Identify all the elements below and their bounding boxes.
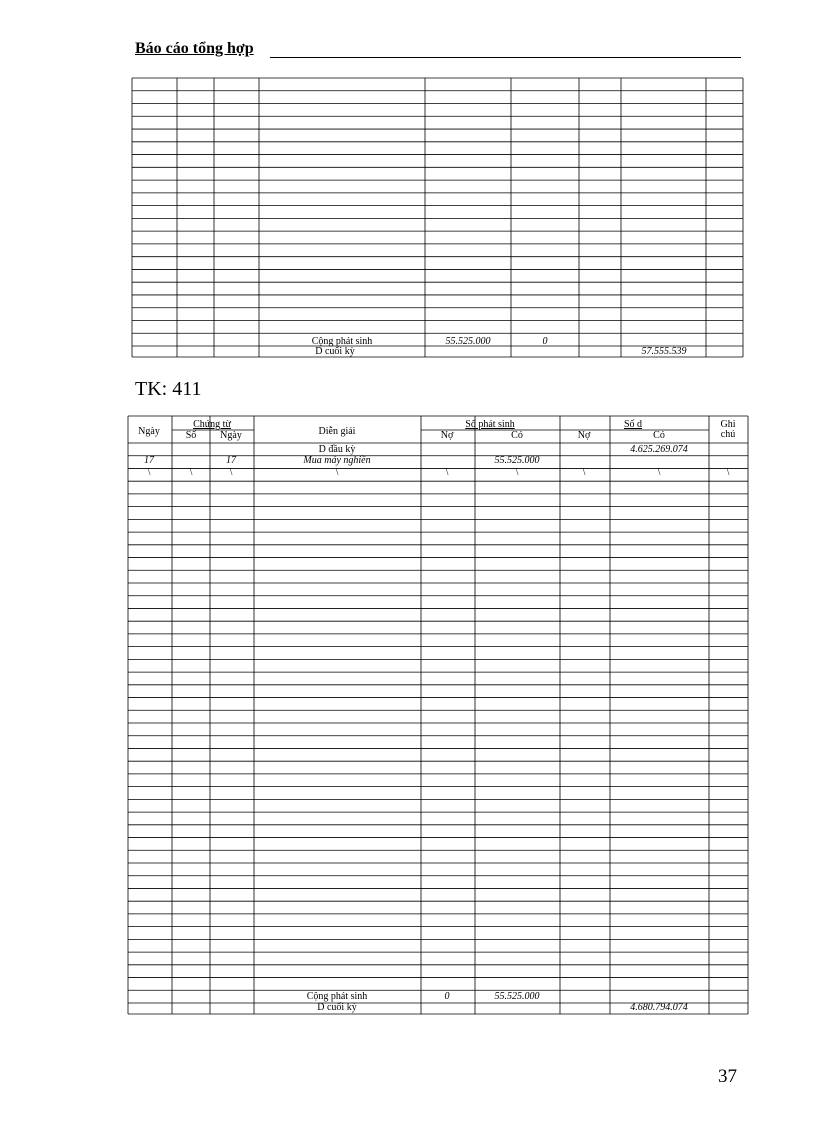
t2-mark: \ <box>515 467 519 478</box>
t2-header-ngay-ct: Ngày <box>220 430 242 441</box>
t1-total-label: Cộng phát sinh <box>311 336 373 347</box>
t2-entry-ngay-ct: 17 <box>226 455 236 466</box>
t2-header-so-du-co: Có <box>653 430 665 441</box>
t2-mark: \ <box>582 467 586 478</box>
t2-header-so-du: Số d <box>623 419 643 430</box>
t2-mark: \ <box>445 467 449 478</box>
t2-header-chu: chú <box>720 429 736 440</box>
t2-header-chung-tu: Chứng từ <box>193 419 231 430</box>
t2-header-so-du-no: Nợ <box>577 430 591 441</box>
t2-header-so: Số <box>185 430 197 441</box>
t1-end-balance: 57.555.539 <box>641 346 687 357</box>
t2-entry-ngay: 17 <box>144 455 154 466</box>
account-label: TK: 411 <box>135 378 202 400</box>
table2-grid <box>128 416 748 1014</box>
t2-entry-dien-giai: Mua máy nghiền <box>303 455 371 466</box>
report-title: Báo cáo tổng hợp <box>135 40 254 57</box>
t2-mark: \ <box>726 467 730 478</box>
t1-end-label: D cuối kỳ <box>315 346 355 357</box>
t2-end-label: D cuối kỳ <box>317 1002 357 1013</box>
t2-mark: \ <box>147 467 151 478</box>
t2-total-no: 0 <box>444 991 450 1002</box>
page-number: 37 <box>718 1066 737 1087</box>
t2-header-no: Nợ <box>440 430 454 441</box>
t2-header-ghi: Ghi <box>720 419 736 430</box>
t1-total-co: 0 <box>542 336 548 347</box>
t2-header-co: Có <box>511 430 523 441</box>
t2-mark: \ <box>189 467 193 478</box>
t2-opening-label: D đầu kỳ <box>318 444 356 455</box>
t2-mark: \ <box>657 467 661 478</box>
t1-total-no: 55.525.000 <box>445 336 491 347</box>
table1-grid <box>132 78 743 357</box>
t2-mark: \ <box>229 467 233 478</box>
t2-header-dien-giai: Diễn giải <box>318 426 356 437</box>
t2-entry-co: 55.525.000 <box>494 455 540 466</box>
t2-opening-balance: 4.625.269.074 <box>630 444 688 455</box>
t2-total-label: Cộng phát sinh <box>306 991 368 1002</box>
t2-header-so-phat-sinh: Số phát sinh <box>465 419 515 430</box>
t2-mark: \ <box>335 467 339 478</box>
t2-header-ngay: Ngày <box>138 426 160 437</box>
t2-end-balance: 4.680.794.074 <box>630 1002 688 1013</box>
t2-total-co: 55.525.000 <box>494 991 540 1002</box>
